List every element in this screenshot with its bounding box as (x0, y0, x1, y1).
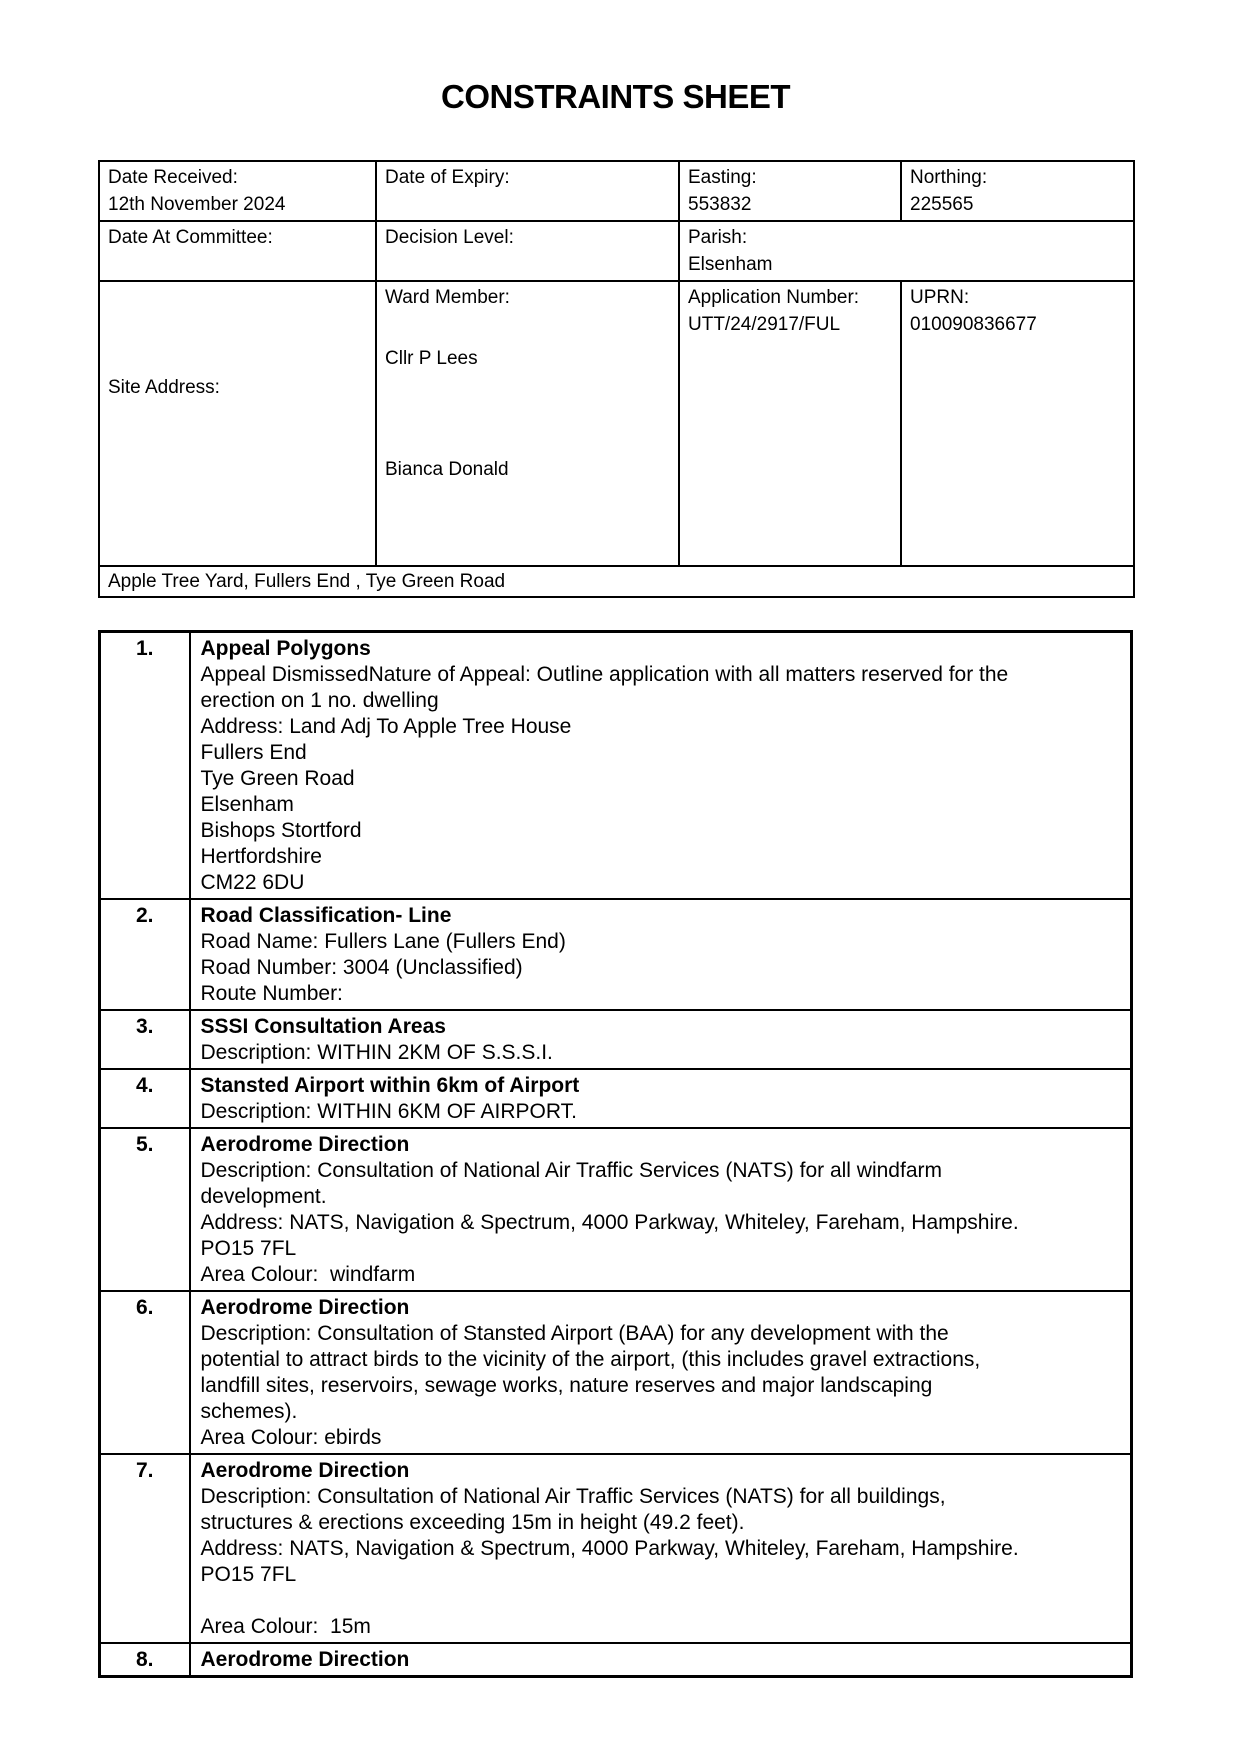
constraint-body (201, 662, 1121, 896)
constraint-row (100, 899, 1132, 1010)
constraint-number: 1. (100, 632, 190, 900)
easting-value: 553832 (688, 194, 752, 215)
table-row (99, 281, 1134, 566)
table-row (99, 566, 1134, 597)
constraint-row (100, 1643, 1132, 1677)
site-address-value-cell: Apple Tree Yard, Fullers End , Tye Green Road (99, 566, 1134, 597)
easting-cell (679, 161, 901, 221)
constraint-number: 8. (100, 1643, 190, 1677)
constraint-body (201, 1040, 1121, 1066)
constraint-body (201, 1099, 1121, 1125)
constraint-row (100, 1291, 1132, 1454)
application-number-cell (679, 281, 901, 566)
constraint-text-line: Description: Consultation of National Air Traffic Services (NATS) for all windfarm (200, 1159, 942, 1182)
spacer (385, 372, 670, 456)
constraint-number: 7. (100, 1454, 190, 1643)
constraint-text-line: development. (200, 1185, 327, 1208)
constraint-text-line: PO15 7FL (200, 1563, 297, 1586)
date-at-committee-cell (99, 221, 376, 281)
table-row (99, 161, 1134, 221)
constraint-text-line (201, 1588, 1121, 1614)
parish-value: Elsenham (688, 254, 773, 275)
ward-member-cell (376, 281, 679, 566)
constraint-title: Stansted Airport within 6km of Airport (200, 1074, 580, 1097)
date-received-label: Date Received: (108, 167, 238, 188)
constraint-text-line: erection on 1 no. dwelling (200, 689, 439, 712)
constraint-text-line: Hertfordshire (200, 845, 322, 868)
constraint-text-line: Description: Consultation of National Air Traffic Services (NATS) for all buildings, (200, 1485, 946, 1508)
northing-cell (901, 161, 1134, 221)
constraint-text-line: Road Name: Fullers Lane (Fullers End) (200, 930, 566, 953)
decision-level-label: Decision Level: (385, 227, 514, 248)
date-of-expiry-cell (376, 161, 679, 221)
date-of-expiry-label: Date of Expiry: (385, 167, 510, 188)
constraint-title: Road Classification- Line (200, 904, 452, 927)
parish-label: Parish: (688, 227, 748, 248)
header-info-table (98, 160, 1135, 598)
date-received-value: 12th November 2024 (108, 194, 286, 215)
constraint-body (201, 1158, 1121, 1288)
constraint-text-line: potential to attract birds to the vicinity of the airport, (this includes gravel extractions, (200, 1348, 981, 1371)
constraint-number: 5. (100, 1128, 190, 1291)
constraint-title: SSSI Consultation Areas (200, 1015, 446, 1038)
decision-level-cell (376, 221, 679, 281)
constraint-text-line: Appeal DismissedNature of Appeal: Outline application with all matters reserved for the (200, 663, 1009, 686)
constraint-text-line: landfill sites, reservoirs, sewage works, nature reserves and major landscaping (200, 1374, 933, 1397)
constraint-body (201, 929, 1121, 1007)
constraint-body (201, 1321, 1121, 1451)
constraint-content (190, 899, 1132, 1010)
parish-cell (679, 221, 1134, 281)
date-at-committee-label: Date At Committee: (108, 227, 273, 248)
constraint-text-line: Road Number: 3004 (Unclassified) (200, 956, 523, 979)
constraints-table (98, 630, 1133, 1678)
constraint-content (190, 1454, 1132, 1643)
constraint-content (190, 1010, 1132, 1069)
constraint-text-line: Elsenham (200, 793, 294, 816)
uprn-label: UPRN: (910, 287, 970, 308)
constraint-title: Appeal Polygons (200, 637, 371, 660)
ward-member-officer-name: Bianca Donald (385, 459, 509, 480)
constraint-text-line: structures & erections exceeding 15m in height (49.2 feet). (200, 1511, 745, 1534)
constraint-content (190, 1128, 1132, 1291)
constraint-row (100, 1128, 1132, 1291)
easting-label: Easting: (688, 167, 757, 188)
constraint-row (100, 1454, 1132, 1643)
page-title: CONSTRAINTS SHEET (440, 78, 791, 115)
constraint-content (190, 1291, 1132, 1454)
site-address-cell (99, 281, 376, 566)
constraint-body (201, 1484, 1121, 1640)
constraint-title: Aerodrome Direction (200, 1648, 410, 1671)
constraint-content (190, 1069, 1132, 1128)
constraint-text-line: Address: Land Adj To Apple Tree House (200, 715, 572, 738)
constraint-text-line: PO15 7FL (200, 1237, 297, 1260)
constraint-text-line: Area Colour: 15m (200, 1615, 371, 1638)
constraint-text-line: schemes). (200, 1400, 298, 1423)
constraint-text-line: Description: WITHIN 2KM OF S.S.S.I. (200, 1041, 553, 1064)
constraint-text-line: Route Number: (200, 982, 343, 1005)
application-number-value: UTT/24/2917/FUL (688, 314, 841, 335)
ward-member-value: Cllr P Lees (385, 348, 478, 369)
constraint-text-line: Area Colour: ebirds (200, 1426, 382, 1449)
constraint-number: 4. (100, 1069, 190, 1128)
constraint-content (190, 632, 1132, 900)
constraint-text-line: Tye Green Road (200, 767, 355, 790)
ward-member-label: Ward Member: (385, 287, 510, 308)
site-address-label: Site Address: (108, 377, 220, 398)
constraint-number: 6. (100, 1291, 190, 1454)
constraint-number: 2. (100, 899, 190, 1010)
constraint-content (190, 1643, 1132, 1677)
constraint-text-line: Description: WITHIN 6KM OF AIRPORT. (200, 1100, 578, 1123)
constraint-text-line: Bishops Stortford (200, 819, 362, 842)
table-row (99, 221, 1134, 281)
constraint-title: Aerodrome Direction (200, 1133, 410, 1156)
uprn-value: 010090836677 (910, 314, 1037, 335)
constraint-row (100, 1010, 1132, 1069)
constraint-text-line: Address: NATS, Navigation & Spectrum, 4000 Parkway, Whiteley, Fareham, Hampshire. (200, 1211, 1019, 1234)
constraint-text-line: Address: NATS, Navigation & Spectrum, 4000 Parkway, Whiteley, Fareham, Hampshire. (200, 1537, 1019, 1560)
constraint-row (100, 632, 1132, 900)
constraint-text-line: CM22 6DU (200, 871, 305, 894)
application-number-label: Application Number: (688, 287, 860, 308)
constraint-number: 3. (100, 1010, 190, 1069)
constraint-title: Aerodrome Direction (200, 1459, 410, 1482)
constraint-row (100, 1069, 1132, 1128)
constraint-text-line: Description: Consultation of Stansted Airport (BAA) for any development with the (200, 1322, 949, 1345)
constraint-text-line: Fullers End (200, 741, 307, 764)
northing-value: 225565 (910, 194, 974, 215)
constraint-text-line: Area Colour: windfarm (200, 1263, 416, 1286)
date-received-cell (99, 161, 376, 221)
uprn-cell (901, 281, 1134, 566)
constraint-title: Aerodrome Direction (200, 1296, 410, 1319)
northing-label: Northing: (910, 167, 988, 188)
spacer (385, 311, 670, 345)
